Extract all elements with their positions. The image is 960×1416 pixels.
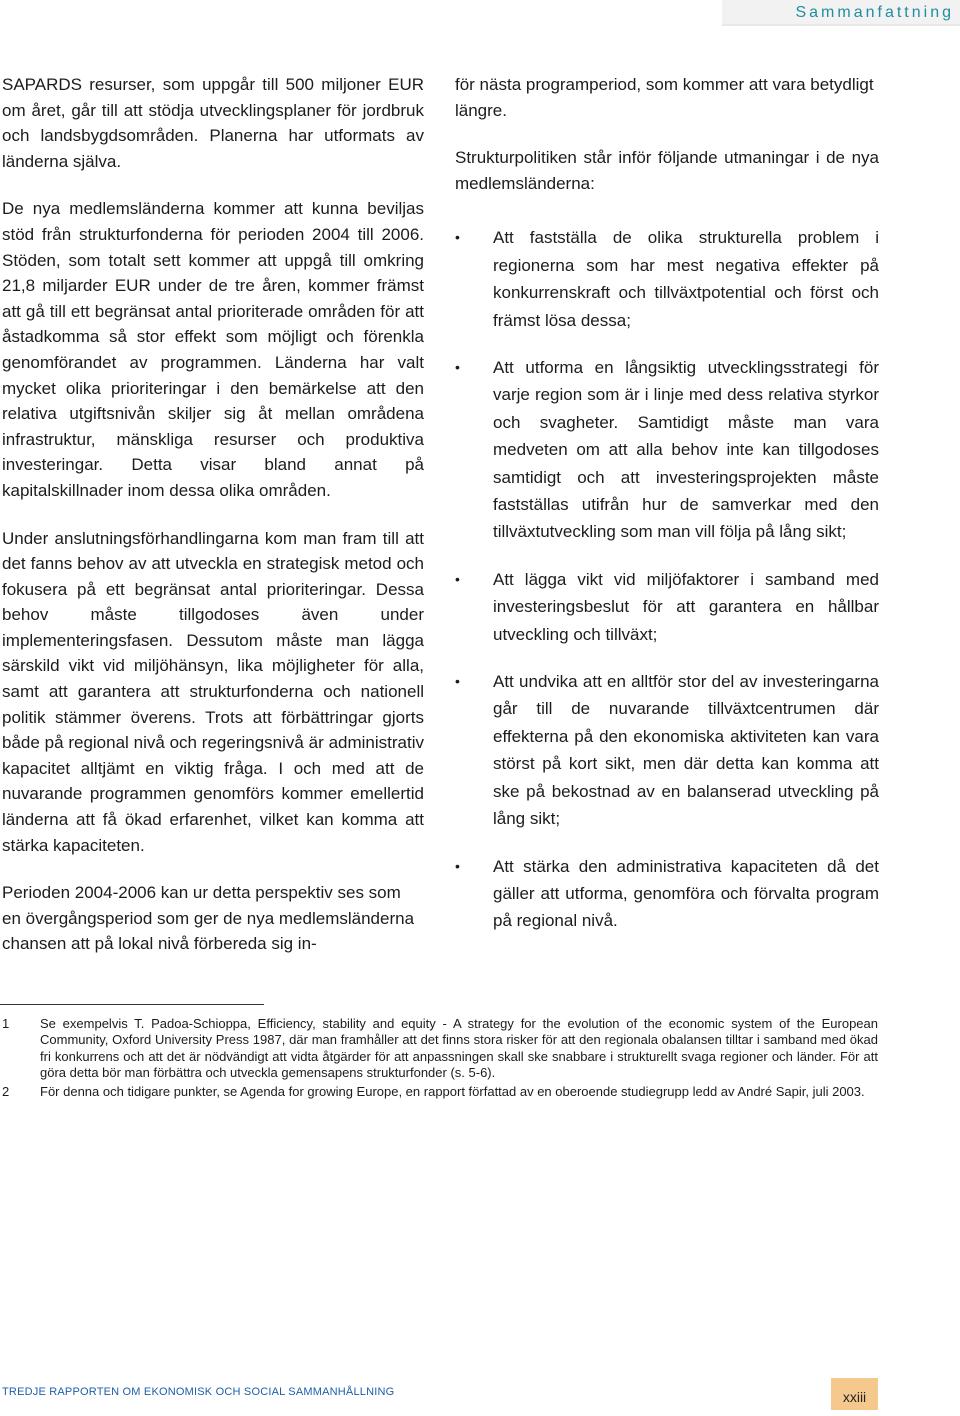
footnote-divider	[0, 1004, 264, 1005]
challenges-list	[455, 224, 879, 934]
bullet-icon: •	[455, 857, 460, 874]
right-column	[455, 72, 879, 955]
paragraph: SAPARDS resurser, som uppgår till 500 miljoner EUR om året, går till att stödja utvecklingsplaner för jordbruk och landsbygdsområden. Planerna har utformats av länderna själva.	[2, 75, 424, 171]
list-item-text: Att stärka den administrativa kapaciteten då det gäller att utforma, genomföra och förvalta program på regional nivå.	[493, 856, 879, 931]
footnote-text: Se exempelvis T. Padoa-Schioppa, Efficiency, stability and equity - A strategy for the evolution of the economic system of the European Community, Oxford University Press 1987, där man framhåller att det finns stora risker för att den regionala obalansen tilltar i samband med ökad fri konkurrens och att det är nödvändigt att vidta åtgärder för att anpassningen skall ske snabbare i strukturellt svaga regioner och länder. För att göra detta bör man förbättra och utveckla gemensapens strukturfonder (s. 5-6).	[40, 1016, 878, 1081]
list-item	[455, 566, 879, 648]
bullet-icon: •	[455, 673, 460, 690]
page-number: xxiii	[831, 1378, 878, 1410]
footnote-number: 1	[2, 1016, 10, 1031]
paragraph: Under anslutningsförhandlingarna kom man fram till att det fanns behov av att utveckla en strategisk metod och fokusera på ett begränsat antal prioriteringar. Dessa behov måste tillgodoses även under implementeringsfasen. Dessutom måste man lägga särskild vikt vid miljöhänsyn, lika möjligheter för alla, samt att garantera att strukturfonderna och nationell politik stämmer överens. Trots att förbättringar gjorts både på regional nivå och regeringsnivå är administrativ kapacitet alltjämt en viktig fråga. I och med att de nuvarande programmen genomförs kommer emellertid länderna att få ökad erfarenhet, vilket kan komma att stärka kapaciteten.	[2, 528, 424, 855]
footnote	[0, 1084, 878, 1100]
bullet-icon: •	[455, 359, 460, 375]
paragraph: De nya medlemsländerna kommer att kunna beviljas stöd från strukturfonderna för perioden 2004 till 2006. Stöden, som totalt sett kommer att uppgå till omkring 21,8 miljarder EUR under de tre åren, kommer främst att gå till ett begränsat antal prioriterade områden för att åstadkomma så stor effekt som möjligt och förenkla genomförandet av programmen. Länderna har valt mycket olika prioriteringar i den bemärkelse att den relativa utgiftsnivån skiljer sig åt mellan områdena infrastruktur, mänskliga resurser och produktiva investeringar. Detta visar bland annat på kapitalskillnader inom dessa olika områden.	[2, 199, 424, 500]
bullet-icon: •	[455, 229, 460, 246]
footnotes	[0, 1016, 878, 1102]
left-column	[2, 72, 424, 979]
list-item-text: Att lägga vikt vid miljöfaktorer i samband med investeringsbeslut för att garantera en hållbar utveckling och tillväxt;	[493, 569, 879, 644]
list-item	[455, 853, 879, 935]
footer-report-title: TREDJE RAPPORTEN OM EKONOMISK OCH SOCIAL SAMMANHÅLLNING	[2, 1386, 395, 1398]
paragraph: för nästa programperiod, som kommer att vara betydligt längre.	[455, 75, 874, 120]
section-header-label: Sammanfattning	[722, 0, 960, 26]
bullet-icon: •	[455, 570, 460, 587]
list-item	[455, 668, 879, 832]
footnote-text: För denna och tidigare punkter, se Agenda for growing Europe, en rapport författad av en oberoende studiegrupp ledd av André Sapir, juli 2003.	[40, 1083, 865, 1099]
footnote-number: 2	[2, 1083, 10, 1099]
list-item	[455, 354, 879, 546]
list-item	[455, 224, 879, 334]
footnote	[0, 1016, 878, 1082]
paragraph: Strukturpolitiken står inför följande utmaningar i de nya medlemsländerna:	[455, 148, 879, 193]
list-item-text: Att utforma en långsiktig utvecklingsstrategi för varje region som är i linje med dess relativa styrkor och svagheter. Samtidigt måste man vara medveten om att alla behov inte kan tillgodoses samtidigt och att investeringsprojekten måste fastställas utifrån hur de samverkar med den tillväxtutveckling som man vill följa på lång sikt;	[493, 358, 879, 542]
list-item-text: Att fastställa de olika strukturella problem i regionerna som har mest negativa effekter på konkurrenskraft och tillväxtpotential och först och främst lösa dessa;	[493, 228, 879, 330]
list-item-text: Att undvika att en alltför stor del av investeringarna går till de nuvarande tillväxtcentrumen där effekterna på den ekonomiska aktiviteten kan vara störst på kort sikt, men där detta kan komma att ske på bekostnad av en balanserad utveckling på lång sikt;	[493, 672, 879, 829]
paragraph: Perioden 2004-2006 kan ur detta perspektiv ses som en övergångsperiod som ger de nya medlemsländerna chansen att på lokal nivå förbereda sig in-	[2, 883, 415, 954]
